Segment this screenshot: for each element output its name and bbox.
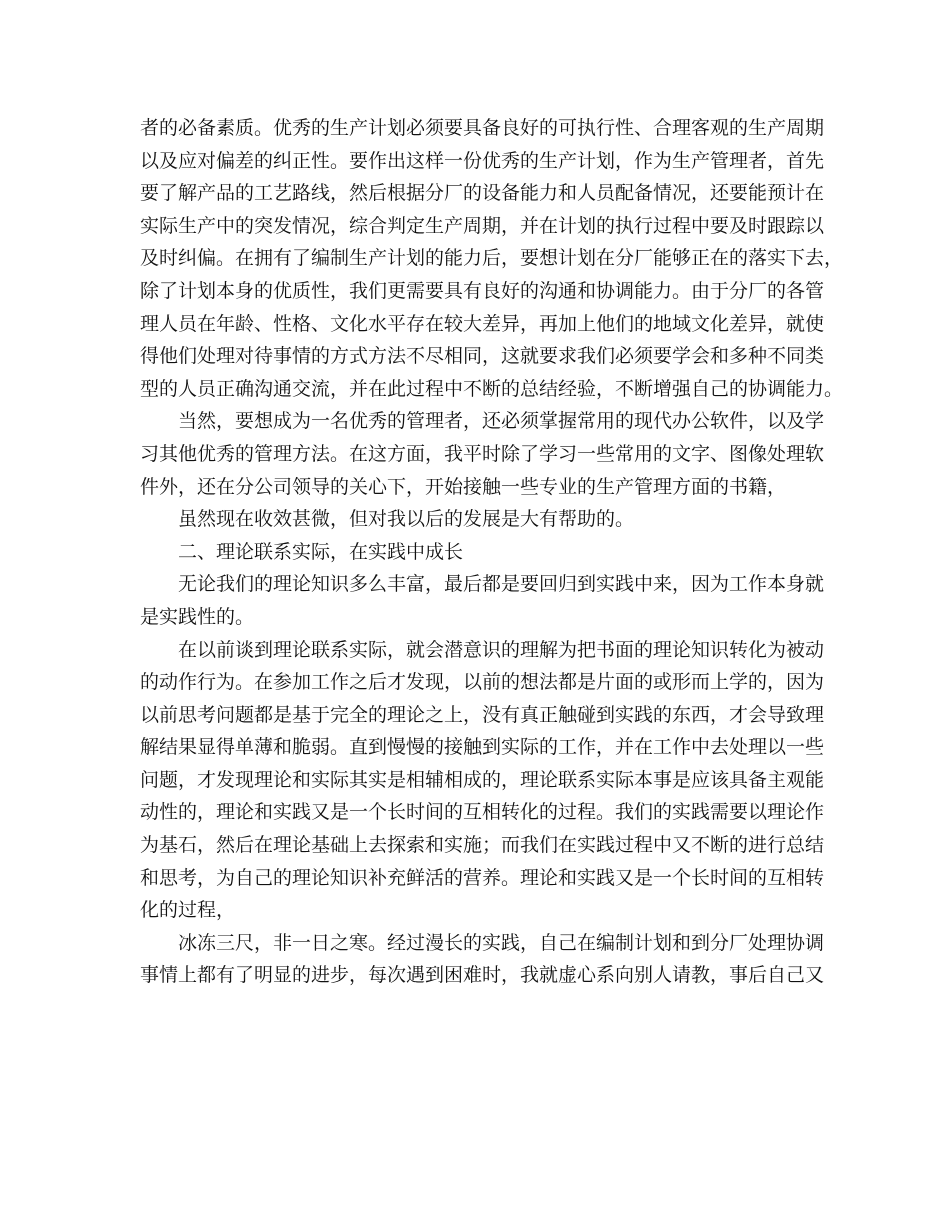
text-line: 得他们处理对待事情的方式方法不尽相同，这就要求我们必须要学会和多种不同类 — [140, 345, 825, 368]
text-line: 习其他优秀的管理方法。在这方面，我平时除了学习一些常用的文字、图像处理软 — [140, 442, 825, 465]
text-line: 在以前谈到理论联系实际，就会潜意识的理解为把书面的理论知识转化为被动 — [178, 638, 825, 661]
text-line: 实际生产中的突发情况，综合判定生产周期，并在计划的执行过程中要及时跟踪以 — [140, 214, 825, 237]
text-line: 除了计划本身的优质性，我们更需要具有良好的沟通和协调能力。由于分厂的各管 — [140, 279, 825, 302]
text-line: 和思考，为自己的理论知识补充鲜活的营养。理论和实践又是一个长时间的互相转 — [140, 866, 825, 889]
text-line: 化的过程， — [140, 899, 236, 922]
document-body — [140, 112, 844, 992]
text-line: 及时纠偏。在拥有了编制生产计划的能力后，要想计划在分厂能够正在的落实下去， — [140, 247, 844, 270]
text-line: 者的必备素质。优秀的生产计划必须要具备良好的可执行性、合理客观的生产周期 — [140, 117, 825, 139]
text-line: 问题，才发现理论和实际其实是相辅相成的，理论联系实际本事是应该具备主观能 — [140, 768, 825, 791]
text-line: 以及应对偏差的纠正性。要作出这样一份优秀的生产计划，作为生产管理者，首先 — [140, 149, 825, 172]
text-line: 冰冻三尺，非一日之寒。经过漫长的实践，自己在编制计划和到分厂处理协调 — [178, 931, 825, 954]
text-line: 件外，还在分公司领导的关心下，开始接触一些专业的生产管理方面的书籍， — [140, 475, 787, 498]
text-line: 要了解产品的工艺路线，然后根据分厂的设备能力和人员配备情况，还要能预计在 — [140, 182, 825, 205]
text-line: 为基石，然后在理论基础上去探索和实施；而我们在实践过程中又不断的进行总结 — [140, 834, 825, 857]
text-line: 以前思考问题都是基于完全的理论之上，没有真正触碰到实践的东西，才会导致理 — [140, 703, 825, 726]
text-line: 动性的，理论和实践又是一个长时间的互相转化的过程。我们的实践需要以理论作 — [140, 801, 825, 824]
text-line: 是实践性的。 — [140, 605, 255, 628]
text-line: 型的人员正确沟通交流，并在此过程中不断的总结经验，不断增强自己的协调能力。 — [140, 377, 844, 400]
text-line: 无论我们的理论知识多么丰富，最后都是要回归到实践中来，因为工作本身就 — [178, 573, 825, 596]
text-line: 事情上都有了明显的进步，每次遇到困难时，我就虚心系向别人请教，事后自己又 — [140, 964, 825, 987]
text-line: 的动作行为。在参加工作之后才发现，以前的想法都是片面的或形而上学的，因为 — [140, 671, 825, 694]
text-line: 当然，要想成为一名优秀的管理者，还必须掌握常用的现代办公软件，以及学 — [178, 410, 825, 433]
text-line: 虽然现在收效甚微，但对我以后的发展是大有帮助的。 — [178, 508, 635, 531]
text-line: 理人员在年龄、性格、文化水平存在较大差异，再加上他们的地域文化差异，就使 — [140, 312, 825, 335]
text-line: 二、理论联系实际，在实践中成长 — [178, 540, 464, 563]
text-line: 解结果显得单薄和脆弱。直到慢慢的接触到实际的工作，并在工作中去处理以一些 — [140, 736, 825, 759]
